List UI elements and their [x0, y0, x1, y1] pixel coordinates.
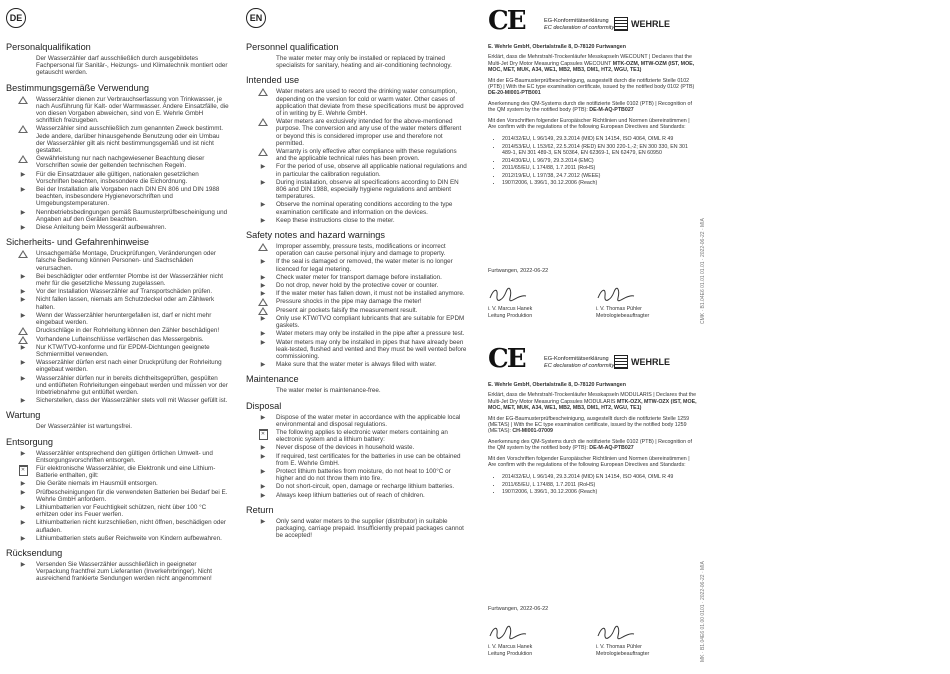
arrow-icon: ▶: [260, 339, 266, 346]
list-item: [6, 327, 230, 334]
arrow-icon: ▶: [260, 414, 266, 421]
arrow-icon: ▶: [20, 225, 26, 232]
arrow-icon: ▶: [20, 273, 26, 280]
directive-item: • 2011/65/EU, L 174/88, 1.7.2011 (RoHS): [502, 165, 698, 171]
arrow-icon: ▶: [20, 297, 26, 304]
signature-name: i. V. Marcus Hanek: [488, 306, 533, 313]
list-item: [6, 273, 230, 287]
list-item: [246, 315, 468, 329]
item-text: Water meters may only be installed in pipes that have already been leak-tested, flushed and vented and they must be well vented before commissioning.: [276, 338, 467, 360]
german-column: [6, 8, 230, 584]
item-text: Warranty is only effective after compliance with these regulations and the applicable technical rules has been proven.: [276, 148, 457, 163]
item-text: Observe the nominal operating conditions according to the type examination certificate and information on the devices.: [276, 201, 453, 216]
item-text: Wasserzähler entsprechend den gültigen örtlichen Umwelt- und Entsorgungsvorschriften entsorgen.: [36, 449, 213, 464]
wehrle-logo: [614, 16, 700, 32]
warning-icon: [257, 118, 269, 128]
arrow-icon: ▶: [260, 291, 266, 298]
arrow-icon: ▶: [260, 331, 266, 338]
company-address: [488, 382, 698, 388]
warning-icon: [17, 96, 29, 106]
list-item: [6, 489, 230, 503]
signature-icon: [488, 624, 528, 640]
item-text: Do not short-circuit, open, damage or recharge lithium batteries.: [276, 483, 455, 491]
item-text: Water meters are exclusively intended for the above-mentioned purpose. The conversion and any use of the water meters different or beyond this is considered improper use and therefore not permitted.: [276, 118, 462, 147]
list-item: [6, 171, 230, 185]
item-text: Bei der Installation alle Vorgaben nach DIN EN 806 und DIN 1988 beachten, insbesondere Hygienevorschriften und Umgebungstemperaturen.: [36, 186, 220, 208]
signature-name: Leitung Produktion: [488, 650, 533, 657]
model-list: MTK-OZX, MTW-OZX (IST, MOE, MOC, MET, MUK, A34, WE1, MB2, MB3, DM1, HT2, WGU, TE1): [488, 398, 697, 412]
ce-mark-icon: CE: [488, 344, 525, 374]
conformity-certificate: [488, 344, 706, 674]
list-item: [6, 519, 230, 533]
item-text: Prüfbescheinigungen für die verwendeten Batterien bei Bedarf bei E. Wehrle GmbH anfordern.: [36, 488, 228, 503]
arrow-icon: ▶: [260, 217, 266, 224]
item-text: Wasserzähler sind ausschließlich zum genannten Zweck bestimmt. Jede andere, darüber hinausgehende Benutzung oder ein Umbau der Wasserzähler gilt als nicht bestimmungsgemäß und ist nicht gestattet.: [36, 125, 223, 155]
list-item: [6, 186, 230, 208]
item-text: The water meter is maintenance-free.: [276, 387, 381, 395]
list-item: [246, 361, 468, 368]
item-text: Dispose of the water meter in accordance with the applicable local environmental and disposal regulations.: [276, 413, 461, 428]
item-text: Versenden Sie Wasserzähler ausschließlich in geeigneter Verpackung frachtfrei zum Lieferanten (Inverkehrbringer). Nicht ausreichend frankierte Sendungen werden nicht angenommen!: [36, 560, 213, 583]
list-item: [246, 444, 468, 451]
exam-number: CH-MI001-07009: [510, 428, 553, 435]
list-item: [246, 148, 468, 162]
arrow-icon: ▶: [20, 187, 26, 194]
list-item: [6, 359, 230, 373]
item-text: Check water meter for transport damage before installation.: [276, 273, 442, 281]
company-address-strong: E. Wehrle GmbH, Obertalstraße 8, D-78120 Furtwangen: [488, 44, 626, 50]
list-item: [6, 423, 230, 430]
list-item: [6, 465, 230, 479]
item-text: Wasserzähler dürfen erst nach einer Druckprüfung der Rohrleitung eingebaut werden.: [36, 359, 222, 374]
exam-certificate-text: Mit der EG-Baumusterprüfbescheinigung, ausgestellt durch die notifizierte Stelle 1259 (METAS) | With the EC type examination certificate, issued by the notified body 1259 (METAS): CH-MI001-07009: [488, 415, 690, 435]
list-item: [6, 375, 230, 397]
declaration-text: Erklärt, dass die Mehrstrahl-Trockenläufer Messkapseln MODULARIS | Declares that the Multi-Jet Dry Motor Measuring Capsules MODULARIS MTK-OZX, MTW-OZX (IST, MOE, MOC, MET, MUK, A34, WE1, MB2, MB3, DM1, HT2, WGU, TE1): [488, 392, 697, 412]
issue-date: Furtwangen, 2022-06-22: [488, 606, 549, 612]
list-item: [6, 561, 230, 583]
list-item: [6, 250, 230, 272]
arrow-icon: ▶: [20, 375, 26, 382]
list-item: [246, 330, 468, 337]
directive-item: • 2014/32/EU, L 96/149, 29.3.2014 (MID) EN 14154, ISO 4064, OIML R 49: [502, 136, 698, 142]
item-text: Wasserzähler dürfen nur in bereits dichtheitsgeprüften, gespülten und entlüfteten Rohrleitungen eingebaut werden und müssen vor der Inbetriebnahme gut entlüftet werden.: [36, 374, 228, 396]
item-text: Only use KTW/TVO compliant lubricants that are suitable for EPDM gaskets.: [276, 314, 465, 330]
list-item: [246, 258, 468, 272]
item-text: Der Wasserzähler darf ausschließlich durch ausgebildetes Fachpersonal für Sanitär-, Heizungs- und Klimatechnik montiert oder getauscht werden.: [36, 55, 228, 77]
warning-icon: [17, 125, 29, 135]
directive-item: • 2014/30/EU, L 96/79, 29.3.2014 (EMC): [502, 158, 698, 164]
signature-name: i. V. Thomas Pühler: [596, 644, 642, 651]
signature-icon: [596, 624, 636, 640]
signature-name: Leitung Produktion: [488, 312, 533, 319]
list-item: [246, 518, 468, 540]
list-item: [246, 414, 468, 428]
arrow-icon: ▶: [260, 518, 266, 525]
arrow-icon: ▶: [260, 362, 266, 369]
item-text: If the water meter has fallen down, it must not be installed anymore.: [276, 290, 465, 298]
item-text: Protect lithium batteries from moisture, do not heat to 100°C or higher and do not throw them into fire.: [276, 467, 451, 483]
issue-date: Furtwangen, 2022-06-22: [488, 268, 549, 274]
item-text: If required, test certificates for the batteries in use can be obtained from E. Wehrle GmbH.: [276, 452, 461, 467]
directive-item: • 2012/19/EU, L 197/38, 24.7.2012 (WEEE): [502, 173, 698, 179]
list-item: [246, 307, 468, 314]
signature-block: [596, 624, 649, 657]
list-item: [6, 55, 230, 77]
list-item: [6, 209, 230, 223]
section-title: Personalqualifikation: [6, 42, 91, 52]
arrow-icon: ▶: [20, 504, 26, 511]
signature-block: [596, 286, 649, 319]
certificate-body: [488, 44, 698, 187]
list-item: [246, 453, 468, 467]
arrow-icon: ▶: [20, 344, 26, 351]
item-text: Gewährleistung nur nach nachgewiesener Beachtung dieser Vorschriften sowie der geltenden technischen Regeln.: [36, 155, 205, 170]
declaration-text: Erklärt, dass die Mehrstrahl-Trockenläufer Messkapseln WECOUNT | Declares that the Multi-Jet Dry Motor Measuring Capsules WECOUNT MTK-OZM, MTW-OZM (IST, MOE, MOC, MET, MUK, A34, WE1, MB2, MB3, DM1, HT2, WGU, TE1): [488, 54, 695, 74]
qm-number: DE-M-AQ-PTB027: [587, 445, 634, 452]
item-text: For the period of use, observe all applicable national regulations and in particular the calibration regulation.: [276, 163, 467, 178]
item-text: Lithiumbatterien vor Feuchtigkeit schützen, nicht über 100 °C erhitzen oder ins Feuer werfen.: [36, 503, 207, 519]
list-item: [246, 118, 468, 147]
section-title: Sicherheits- und Gefahrenhinweise: [6, 237, 149, 248]
wehrle-logo-mark-icon: [614, 17, 628, 31]
certificate-heading: [544, 356, 614, 369]
arrow-icon: ▶: [260, 453, 266, 460]
list-item: [246, 429, 468, 443]
directive-item: • 2014/32/EU, L 96/149, 29.3.2014 (MID) EN 14154, ISO 4064, OIML R 49: [502, 474, 698, 480]
section-title: Maintenance: [246, 374, 299, 385]
signature-block: [488, 624, 532, 657]
section-title: Disposal: [246, 400, 282, 411]
list-item: [246, 163, 468, 177]
item-text: Vor der Installation Wasserzähler auf Transportschäden prüfen.: [36, 288, 213, 296]
item-text: During installation, observe all specifications according to DIN EN 806 and DIN 1988, especially hygiene regulations and ambient temperatures.: [276, 178, 459, 201]
qm-number: DE-M-AQ-PTB027: [587, 107, 634, 114]
warning-icon: [257, 148, 269, 158]
list-item: [6, 450, 230, 464]
wehrle-logo-text: WEHRLE: [631, 19, 670, 29]
certificate-heading: [544, 18, 614, 31]
list-item: [246, 483, 468, 490]
arrow-icon: ▶: [20, 312, 26, 319]
warning-icon: [17, 155, 29, 165]
directives-list: [488, 136, 698, 186]
item-text: Für die Einsatzdauer alle gültigen, nationalen gesetzlichen Vorschriften beachten, insbesondere die Eichordnung.: [36, 170, 199, 185]
item-text: Make sure that the water meter is always filled with water.: [276, 361, 437, 369]
list-item: [6, 535, 230, 542]
item-text: Improper assembly, pressure tests, modifications or incorrect operation can cause personal injury and damage to property.: [276, 243, 446, 258]
list-item: [6, 336, 230, 343]
signature-block: [488, 286, 532, 319]
directives-intro: Mit den Vorschriften folgender Europäischer Richtlinien und Normen übereinstimmen | Are confirm with the regulations of the following European Directives and Standards:: [488, 117, 690, 131]
item-text: Unsachgemäße Montage, Druckprüfungen, Veränderungen oder falsche Bedienung können Personen- und Sachschäden verursachen.: [36, 250, 216, 272]
list-item: [6, 224, 230, 231]
section-title: Personnel qualification: [246, 42, 339, 52]
model-list: MTK-OZM, MTW-OZM (IST, MOE, MOC, MET, MUK, A34, WE1, MB2, MB3, DM1, HT2, WGU, TE1): [488, 60, 695, 74]
section-title: Rücksendung: [6, 547, 63, 558]
list-item: [6, 312, 230, 326]
warning-icon: [257, 88, 269, 98]
arrow-icon: ▶: [20, 398, 26, 405]
item-text: The water meter may only be installed or replaced by trained specialists for sanitary, heating and air-conditioning technology.: [276, 55, 452, 70]
item-text: Wasserzähler dienen zur Verbrauchserfassung von Trinkwasser, je nach Ausführung für Kalt- oder Warmwasser. Andere Einsatzfälle, die von diesen Vorgaben abweichen, sind von E. Wehrle GmbH schriftlich freizugeben.: [36, 95, 229, 125]
arrow-icon: ▶: [260, 202, 266, 209]
list-item: [6, 288, 230, 295]
arrow-icon: ▶: [20, 520, 26, 527]
item-text: Nur KTW/TVO-konforme und für EPDM-Dichtungen geeignete Schmiermittel verwenden.: [36, 343, 210, 358]
english-column: [246, 8, 468, 540]
directive-item: • 2011/65/EU, L 174/88, 1.7.2011 (RoHS): [502, 482, 698, 488]
item-text: Never dispose of the devices in household waste.: [276, 444, 415, 452]
directive-item: • 1907/2006, L 396/1, 30.12.2006 (Reach): [502, 180, 698, 186]
company-address-strong: E. Wehrle GmbH, Obertalstraße 8, D-78120 Furtwangen: [488, 382, 626, 388]
item-text: The following applies to electronic water meters containing an electronic system and a lithium battery:: [276, 428, 448, 444]
crossed-bin-icon: ✕: [17, 465, 29, 476]
directives-intro: Mit den Vorschriften folgender Europäischer Richtlinien und Normen übereinstimmen | Are confirm with the regulations of the following European Directives and Standards:: [488, 455, 690, 469]
item-text: Diese Anleitung beim Messgerät aufbewahren.: [36, 224, 167, 232]
list-item: [6, 397, 230, 404]
arrow-icon: ▶: [20, 171, 26, 178]
arrow-icon: ▶: [260, 274, 266, 281]
item-text: Do not drop, never hold by the protective cover or counter.: [276, 282, 439, 290]
list-item: [6, 296, 230, 310]
list-item: [246, 492, 468, 499]
item-text: Water meters are used to record the drinking water consumption, depending on the version for cold or warm water. Other cases of application that deviate from these specifications must be approved of in writing by E. Wehrle GmbH.: [276, 88, 464, 118]
heading-en: EC declaration of conformity: [544, 24, 615, 31]
list-item: [246, 298, 468, 305]
heading-de: EG-Konformitätserklärung: [544, 18, 609, 24]
item-text: Sicherstellen, dass der Wasserzähler stets voll mit Wasser gefüllt ist.: [36, 397, 228, 405]
arrow-icon: ▶: [20, 561, 26, 568]
list-item: [6, 96, 230, 125]
item-text: Lithiumbatterien stets außer Reichweite von Kindern aufbewahren.: [36, 534, 222, 542]
document-code: MK · B1.04E6 01.00 0101 · 2022-06-22 · MIA: [700, 561, 706, 662]
arrow-icon: ▶: [20, 360, 26, 367]
list-item: [246, 55, 468, 69]
section-title: Safety notes and hazard warnings: [246, 230, 385, 241]
item-text: Pressure shocks in the pipe may damage the meter!: [276, 298, 422, 306]
item-text: Die Geräte niemals im Hausmüll entsorgen.: [36, 480, 158, 488]
item-text: Nennbetriebsbedingungen gemäß Baumusterprüfbescheinigung und Angaben auf den Geräten beachten.: [36, 208, 228, 223]
company-address: [488, 44, 698, 50]
list-item: [6, 480, 230, 487]
warning-icon: [257, 243, 269, 253]
item-text: Nicht fallen lassen, niemals am Schutzdeckel oder am Zählwerk halten.: [36, 296, 215, 311]
list-item: [246, 88, 468, 117]
qm-recognition-text: Anerkennung des QM-Systems durch die notifizierte Stelle 0102 (PTB) | Recognition of the QM system by the notified body (PTB): DE-M-AQ-PTB027: [488, 438, 692, 452]
item-text: Only send water meters to the supplier (distributor) in suitable packaging, carriage prepaid. Insufficiently prepaid packages cannot be accepted!: [276, 517, 464, 540]
list-item: [246, 179, 468, 201]
crossed-bin-icon: ✕: [257, 429, 269, 440]
qm-recognition-text: Anerkennung des QM-Systems durch die notifizierte Stelle 0102 (PTB) | Recognition of the QM system by the notified body (PTB): DE-M-AQ-PTB027: [488, 100, 692, 114]
item-text: Always keep lithium batteries out of reach of children.: [276, 491, 425, 499]
language-badge-de: DE: [6, 8, 26, 28]
arrow-icon: ▶: [260, 492, 266, 499]
heading-de: EG-Konformitätserklärung: [544, 356, 609, 362]
section-title: Bestimmungsgemäße Verwendung: [6, 82, 149, 93]
item-text: Keep these instructions close to the meter.: [276, 216, 395, 224]
directives-list: [488, 474, 698, 495]
list-item: [246, 282, 468, 289]
section-title: Intended use: [246, 75, 300, 86]
signature-name: i. V. Thomas Pühler: [596, 306, 642, 313]
exam-certificate-text: Mit der EG-Baumusterprüfbescheinigung, ausgestellt durch die notifizierte Stelle 0102 (PTB) | With the EC type examination certificate, issued by the notified body 0102 (PTB) DE-20-MI001-PTB001: [488, 77, 695, 97]
wehrle-logo: [614, 354, 700, 370]
list-item: [6, 125, 230, 154]
list-item: [246, 217, 468, 224]
ce-mark-icon: CE: [488, 6, 525, 36]
list-item: [246, 387, 468, 394]
list-item: [246, 468, 468, 482]
signature-name: i. V. Marcus Hanek: [488, 644, 533, 651]
signature-name: Metrologiebeauftragter: [596, 650, 650, 657]
language-badge-en: EN: [246, 8, 266, 28]
item-text: Druckschläge in der Rohrleitung können den Zähler beschädigen!: [36, 327, 220, 335]
list-item: [6, 504, 230, 518]
item-text: Water meters may only be installed in the pipe after a pressure test.: [276, 330, 465, 338]
section-title: Entsorgung: [6, 436, 53, 447]
arrow-icon: ▶: [260, 283, 266, 290]
arrow-icon: ▶: [260, 445, 266, 452]
item-text: Für elektronische Wasserzähler, die Elektronik und eine Lithium-Batterie enthalten, gilt:: [36, 464, 216, 480]
arrow-icon: ▶: [20, 535, 26, 542]
section-title: Wartung: [6, 410, 41, 421]
list-item: [246, 243, 468, 257]
directive-item: • 2014/53/EU, L 153/62, 22.5.2014 (RED) EN 300 220-1,-2; EN 300 330, EN 301 489-1, EN 301 489-3, EN 50364, EN 62369-1, EN 62479, EN 60950: [502, 144, 698, 157]
arrow-icon: ▶: [260, 164, 266, 171]
arrow-icon: ▶: [20, 481, 26, 488]
list-item: [246, 339, 468, 361]
exam-number: DE-20-MI001-PTB001: [488, 90, 541, 97]
warning-icon: [17, 250, 29, 260]
wehrle-logo-text: WEHRLE: [631, 357, 670, 367]
certificate-body: [488, 382, 698, 497]
item-text: Bei beschädigter oder entfernter Plombe ist der Wasserzähler nicht mehr für die gesetzliche Messung zugelassen.: [36, 272, 224, 288]
list-item: [246, 201, 468, 215]
section-title: Return: [246, 504, 274, 515]
english-sections: [246, 42, 468, 539]
list-item: [246, 290, 468, 297]
arrow-icon: ▶: [260, 259, 266, 266]
list-item: [246, 274, 468, 281]
heading-en: EC declaration of conformity: [544, 362, 615, 369]
item-text: Der Wasserzähler ist wartungsfrei.: [36, 423, 132, 431]
item-text: Vorhandene Lufteinschlüsse verfälschen das Messergebnis.: [36, 335, 204, 343]
list-item: [6, 344, 230, 358]
item-text: Lithiumbatterien nicht kurzschließen, nicht öffnen, beschädigen oder aufladen.: [36, 519, 226, 534]
arrow-icon: ▶: [260, 179, 266, 186]
item-text: If the seal is damaged or removed, the water meter is no longer licenced for legal metering.: [276, 258, 453, 273]
item-text: Present air pockets falsify the measurement result.: [276, 306, 418, 314]
arrow-icon: ▶: [20, 289, 26, 296]
arrow-icon: ▶: [260, 484, 266, 491]
directive-item: • 1907/2006, L 396/1, 30.12.2006 (Reach): [502, 489, 698, 495]
list-item: [6, 155, 230, 169]
arrow-icon: ▶: [20, 209, 26, 216]
document-code: CMK · B1.04E6 01.01 01.01 · 2022-06-22 · MIA: [700, 218, 706, 324]
arrow-icon: ▶: [260, 468, 266, 475]
signature-icon: [488, 286, 528, 302]
item-text: Wenn der Wasserzähler heruntergefallen ist, darf er nicht mehr eingebaut werden.: [36, 311, 212, 327]
german-sections: [6, 42, 230, 583]
arrow-icon: ▶: [20, 489, 26, 496]
wehrle-logo-mark-icon: [614, 355, 628, 369]
arrow-icon: ▶: [260, 315, 266, 322]
conformity-certificate: [488, 6, 706, 336]
signature-icon: [596, 286, 636, 302]
signature-name: Metrologiebeauftragter: [596, 312, 650, 319]
arrow-icon: ▶: [20, 450, 26, 457]
